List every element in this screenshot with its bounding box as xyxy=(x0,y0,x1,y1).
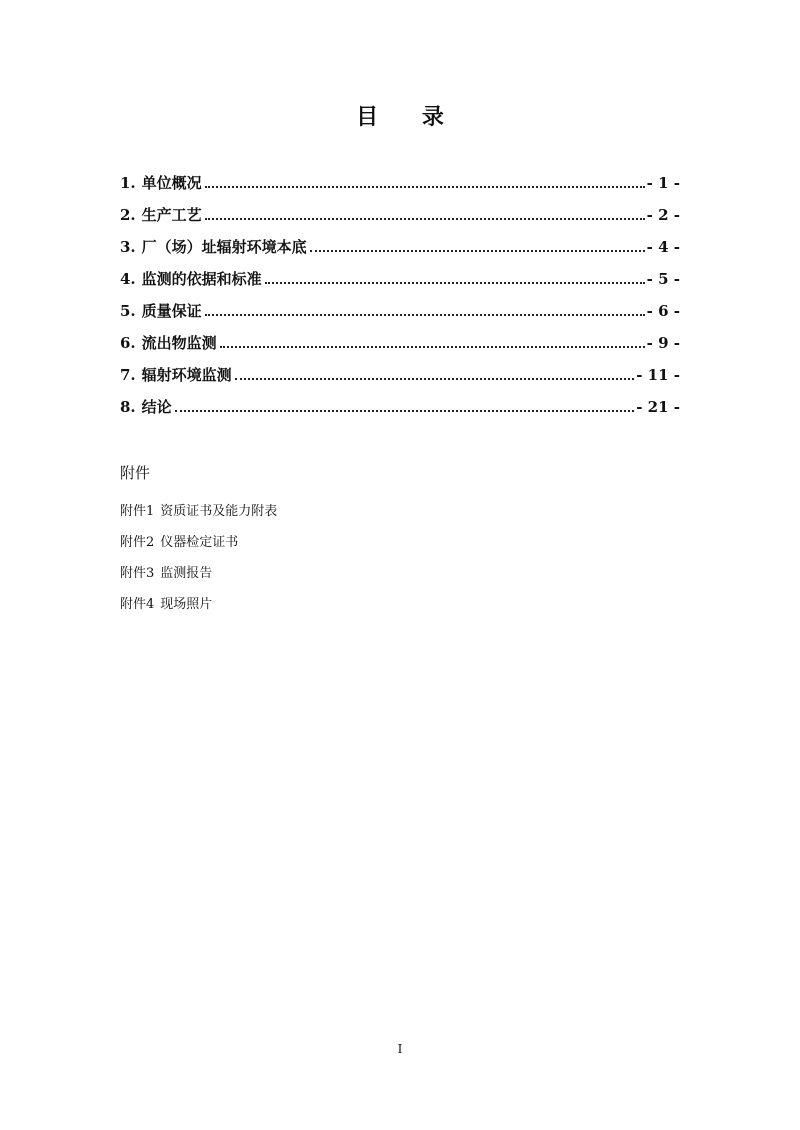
toc-entry-page: - 2 - xyxy=(646,206,680,224)
toc-dot-leader xyxy=(235,377,635,380)
toc-entry-label: 生产工艺 xyxy=(141,206,202,224)
appendix-tag: 附件1 xyxy=(120,504,155,519)
toc-entry-page: - 6 - xyxy=(646,302,680,320)
toc-entry-number: 8. xyxy=(120,398,136,416)
appendix-tag: 附件2 xyxy=(120,535,155,550)
toc-entry-1[interactable] xyxy=(120,172,680,204)
toc-dot-leader xyxy=(205,217,645,220)
appendix-heading: 附件 xyxy=(120,464,151,482)
toc-entry-page: - 11 - xyxy=(636,366,680,384)
toc-dot-leader xyxy=(205,313,645,316)
toc-entry-page: - 21 - xyxy=(636,398,680,416)
appendix-item-3[interactable] xyxy=(120,562,520,593)
toc-entry-label: 监测的依据和标准 xyxy=(141,270,262,288)
appendix-tag: 附件4 xyxy=(120,597,155,612)
toc-entry-label: 单位概况 xyxy=(141,174,202,192)
toc-entry-page: - 4 - xyxy=(646,238,680,256)
toc-entry-number: 6. xyxy=(120,334,136,352)
toc-entry-3[interactable] xyxy=(120,236,680,268)
appendix-tag: 附件3 xyxy=(120,566,155,581)
appendix-name: 仪器检定证书 xyxy=(160,535,239,550)
toc-entry-label: 流出物监测 xyxy=(141,334,217,352)
toc-entry-number: 1. xyxy=(120,174,136,192)
table-of-contents xyxy=(120,172,680,428)
appendix-item-1[interactable] xyxy=(120,500,520,531)
toc-entry-number: 3. xyxy=(120,238,136,256)
toc-entry-6[interactable] xyxy=(120,332,680,364)
toc-entry-label: 结论 xyxy=(141,398,172,416)
toc-dot-leader xyxy=(205,185,645,188)
appendix-name: 资质证书及能力附表 xyxy=(160,504,278,519)
appendix-name: 监测报告 xyxy=(160,566,213,581)
appendix-list xyxy=(120,500,520,624)
toc-entry-label: 质量保证 xyxy=(141,302,202,320)
page-number: I xyxy=(397,1042,403,1056)
toc-entry-number: 2. xyxy=(120,206,136,224)
appendix-item-2[interactable] xyxy=(120,531,520,562)
toc-entry-number: 7. xyxy=(120,366,136,384)
toc-entry-7[interactable] xyxy=(120,364,680,396)
page-title: 目 录 xyxy=(356,104,462,130)
toc-entry-8[interactable] xyxy=(120,396,680,428)
toc-entry-label: 厂（场）址辐射环境本底 xyxy=(141,238,307,256)
toc-dot-leader xyxy=(265,281,645,284)
toc-dot-leader xyxy=(175,409,635,412)
appendix-name: 现场照片 xyxy=(160,597,213,612)
toc-entry-number: 4. xyxy=(120,270,136,288)
toc-dot-leader xyxy=(220,345,645,348)
toc-entry-label: 辐射环境监测 xyxy=(141,366,232,384)
toc-entry-page: - 1 - xyxy=(646,174,680,192)
toc-entry-5[interactable] xyxy=(120,300,680,332)
toc-entry-page: - 9 - xyxy=(646,334,680,352)
appendix-item-4[interactable] xyxy=(120,593,520,624)
toc-entry-number: 5. xyxy=(120,302,136,320)
toc-entry-2[interactable] xyxy=(120,204,680,236)
toc-entry-page: - 5 - xyxy=(646,270,680,288)
toc-dot-leader xyxy=(310,249,645,252)
toc-entry-4[interactable] xyxy=(120,268,680,300)
